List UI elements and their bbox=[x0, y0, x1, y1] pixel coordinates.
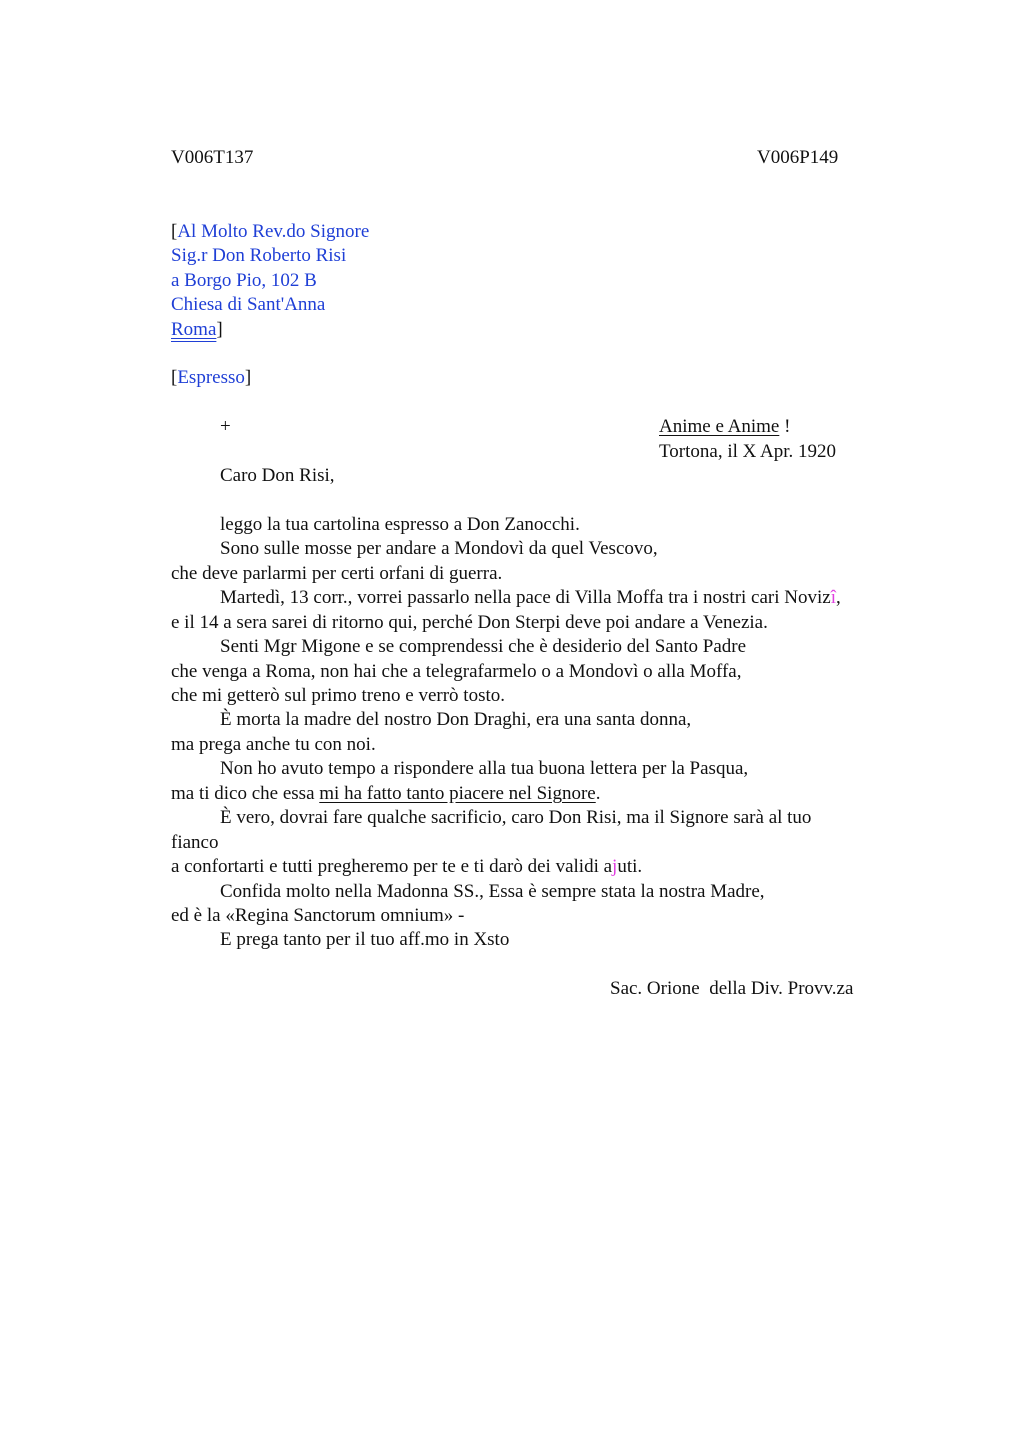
body-line: fianco bbox=[171, 832, 219, 853]
body-line: Senti Mgr Migone e se comprendessi che è desiderio del Santo Padre bbox=[220, 636, 747, 657]
body-line: Confida molto nella Madonna SS., Essa è sempre stata la nostra Madre, bbox=[220, 881, 765, 902]
body-line: che deve parlarmi per certi orfani di guerra. bbox=[171, 563, 503, 584]
body-line: leggo la tua cartolina espresso a Don Zanocchi. bbox=[220, 514, 580, 535]
body-line: ma ti dico che essa mi ha fatto tanto piacere nel Signore. bbox=[171, 783, 601, 804]
body-line: ed è la «Regina Sanctorum omnium» - bbox=[171, 905, 465, 926]
body-line: e il 14 a sera sarei di ritorno qui, perché Don Sterpi deve poi andare a Venezia. bbox=[171, 612, 768, 633]
address-line-3: a Borgo Pio, 102 B bbox=[171, 270, 317, 291]
salutation: Caro Don Risi, bbox=[220, 465, 335, 486]
signature: Sac. Orione della Div. Provv.za bbox=[610, 978, 854, 999]
body-line: che mi getterò sul primo treno e verrò tosto. bbox=[171, 685, 505, 706]
body-line: a confortarti e tutti pregheremo per te e ti darò dei validi ajuti. bbox=[171, 856, 643, 877]
document-code-right: V006P149 bbox=[757, 147, 839, 168]
address-line-2: Sig.r Don Roberto Risi bbox=[171, 245, 347, 266]
body-line: È morta la madre del nostro Don Draghi, era una santa donna, bbox=[220, 709, 692, 730]
body-line: che venga a Roma, non hai che a telegrafarmelo o a Mondovì o alla Moffa, bbox=[171, 661, 742, 682]
dateline: Tortona, il X Apr. 1920 bbox=[659, 441, 837, 462]
body-line: E prega tanto per il tuo aff.mo in Xsto bbox=[220, 929, 510, 950]
motto: Anime e Anime ! bbox=[659, 416, 791, 437]
body-line: Sono sulle mosse per andare a Mondovì da quel Vescovo, bbox=[220, 538, 658, 559]
body-line: È vero, dovrai fare qualche sacrificio, caro Don Risi, ma il Signore sarà al tuo bbox=[220, 807, 812, 828]
cross-symbol: + bbox=[220, 416, 231, 437]
body-line: Martedì, 13 corr., vorrei passarlo nella pace di Villa Moffa tra i nostri cari Novizî, bbox=[220, 587, 841, 608]
document-code-left: V006T137 bbox=[171, 147, 254, 168]
address-line-1: [Al Molto Rev.do Signore bbox=[171, 221, 370, 242]
address-line-5: Roma] bbox=[171, 319, 223, 340]
espresso-label: [Espresso] bbox=[171, 367, 252, 388]
body-line: Non ho avuto tempo a rispondere alla tua buona lettera per la Pasqua, bbox=[220, 758, 749, 779]
address-line-4: Chiesa di Sant'Anna bbox=[171, 294, 326, 315]
body-line: ma prega anche tu con noi. bbox=[171, 734, 376, 755]
